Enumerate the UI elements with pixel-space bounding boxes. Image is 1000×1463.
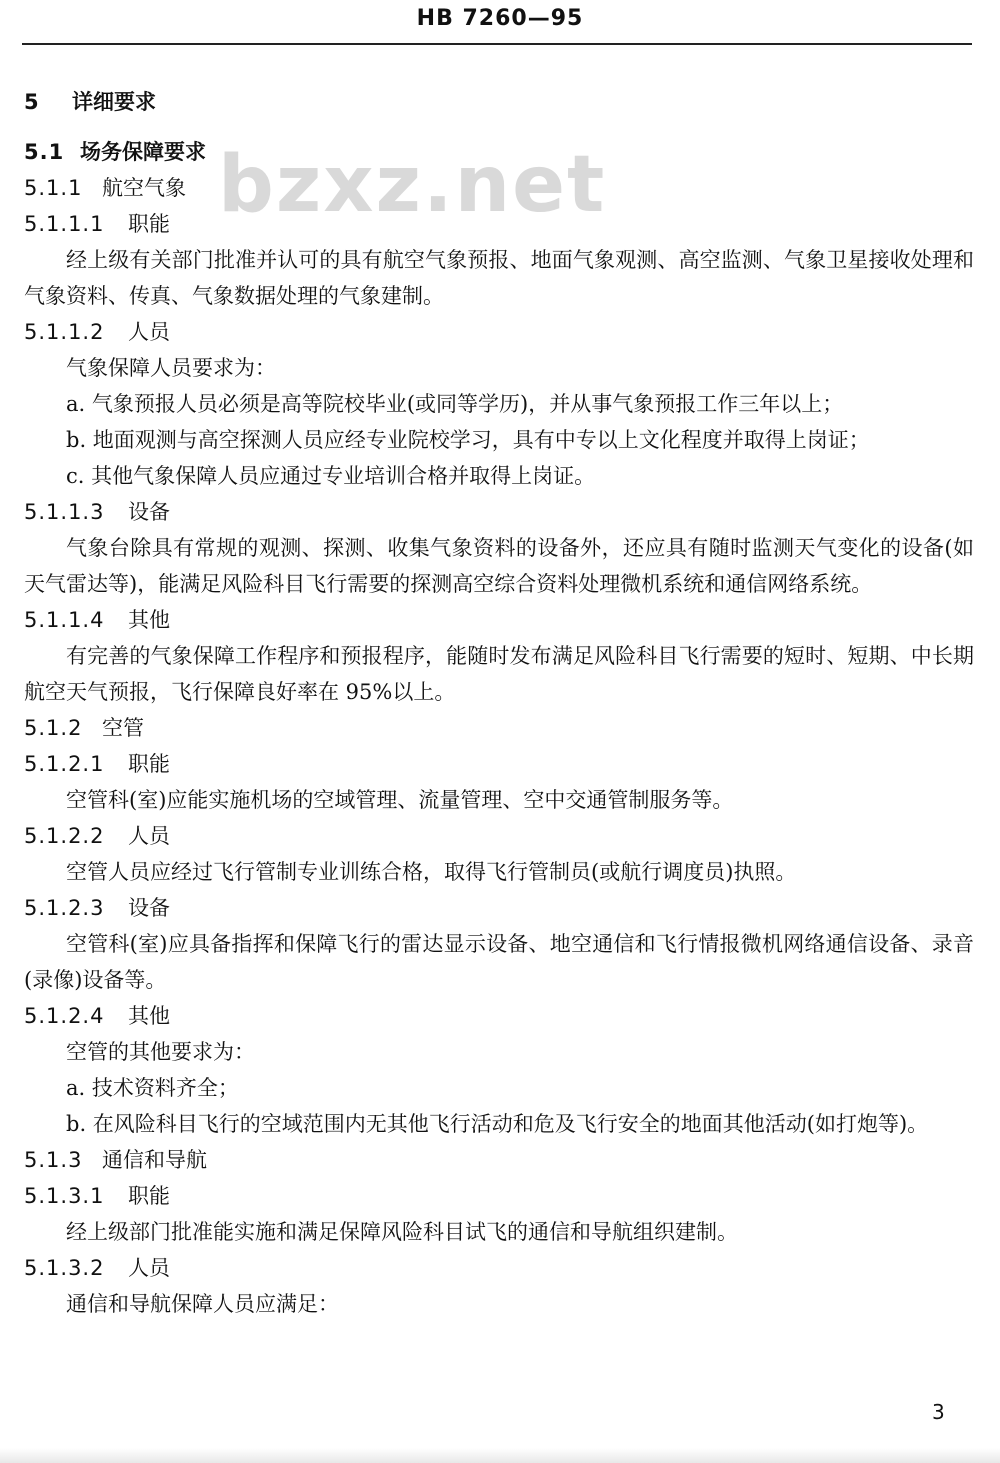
document-body <box>24 82 974 1322</box>
watermark: bzxz.net <box>218 140 607 230</box>
heading-5-1-2 <box>24 710 974 746</box>
page-bottom-edge <box>0 1448 1000 1463</box>
heading-number: 5.1.1.1 <box>24 212 105 236</box>
heading-5-1-1 <box>24 170 974 206</box>
header-rule <box>22 43 972 45</box>
heading-5-1-3-2 <box>24 1250 974 1286</box>
paragraph: 通信和导航保障人员应满足： <box>66 1292 339 1316</box>
heading-5-1 <box>24 134 974 170</box>
heading-title: 人员 <box>128 1256 170 1280</box>
heading-title: 职能 <box>128 1184 170 1208</box>
heading-number: 5.1.2.4 <box>24 1004 105 1028</box>
heading-number: 5.1.1.3 <box>24 500 105 524</box>
paragraph: 经上级有关部门批准并认可的具有航空气象预报、地面气象观测、高空监测、气象卫星接收处理和气象资料、传真、气象数据处理的气象建制。 <box>24 248 974 308</box>
section-number: 5 <box>24 90 40 114</box>
heading-5-1-1-4 <box>24 602 974 638</box>
heading-title: 其他 <box>128 608 170 632</box>
heading-number: 5.1 <box>24 140 65 164</box>
heading-title: 职能 <box>128 752 170 776</box>
paragraph: 空管科(室)应具备指挥和保障飞行的雷达显示设备、地空通信和飞行情报微机网络通信设备、录音(录像)设备等。 <box>24 932 974 992</box>
heading-5-1-2-3 <box>24 890 974 926</box>
list-item: c. 其他气象保障人员应通过专业培训合格并取得上岗证。 <box>66 464 596 488</box>
paragraph: 空管科(室)应能实施机场的空域管理、流量管理、空中交通管制服务等。 <box>66 788 734 812</box>
heading-title: 场务保障要求 <box>80 139 206 164</box>
heading-number: 5.1.2.3 <box>24 896 105 920</box>
list-item: b. 地面观测与高空探测人员应经专业院校学习，具有中专以上文化程度并取得上岗证； <box>66 428 870 452</box>
heading-5-1-1-2 <box>24 314 974 350</box>
heading-5-1-2-1 <box>24 746 974 782</box>
document-code-header: HB 7260—95 <box>416 6 584 31</box>
heading-number: 5.1.2 <box>24 716 83 740</box>
heading-5-1-2-2 <box>24 818 974 854</box>
heading-number: 5.1.2.2 <box>24 824 105 848</box>
heading-number: 5.1.3.1 <box>24 1184 105 1208</box>
heading-title: 设备 <box>128 500 170 524</box>
heading-title: 其他 <box>128 1004 170 1028</box>
paragraph: 经上级部门批准能实施和满足保障风险科目试飞的通信和导航组织建制。 <box>66 1220 738 1244</box>
paragraph: 气象台除具有常规的观测、探测、收集气象资料的设备外，还应具有随时监测天气变化的设备(如天气雷达等)，能满足风险科目飞行需要的探测高空综合资料处理微机系统和通信网络系统。 <box>24 536 974 596</box>
heading-number: 5.1.3 <box>24 1148 83 1172</box>
heading-5-1-3-1 <box>24 1178 974 1214</box>
heading-number: 5.1.2.1 <box>24 752 105 776</box>
heading-title: 空管 <box>102 716 144 740</box>
heading-title: 航空气象 <box>102 176 186 200</box>
heading-title: 通信和导航 <box>102 1148 207 1172</box>
heading-title: 设备 <box>128 896 170 920</box>
list-item: a. 技术资料齐全； <box>66 1076 239 1100</box>
paragraph: 气象保障人员要求为： <box>66 356 276 380</box>
heading-title: 人员 <box>128 824 170 848</box>
heading-number: 5.1.1 <box>24 176 83 200</box>
heading-title: 职能 <box>128 212 170 236</box>
page-number: 3 <box>932 1400 945 1424</box>
heading-5-1-3 <box>24 1142 974 1178</box>
heading-number: 5.1.1.2 <box>24 320 105 344</box>
section-title: 详细要求 <box>72 89 156 114</box>
heading-number: 5.1.3.2 <box>24 1256 105 1280</box>
heading-title: 人员 <box>128 320 170 344</box>
paragraph: 空管的其他要求为： <box>66 1040 255 1064</box>
list-item: b. 在风险科目飞行的空域范围内无其他飞行活动和危及飞行安全的地面其他活动(如打炮等)。 <box>66 1112 929 1136</box>
paragraph: 空管人员应经过飞行管制专业训练合格，取得飞行管制员(或航行调度员)执照。 <box>66 860 797 884</box>
heading-5-1-1-1 <box>24 206 974 242</box>
list-item: a. 气象预报人员必须是高等院校毕业(或同等学历)，并从事气象预报工作三年以上； <box>66 392 844 416</box>
paragraph: 有完善的气象保障工作程序和预报程序，能随时发布满足风险科目飞行需要的短时、短期、中长期航空天气预报，飞行保障良好率在 95%以上。 <box>24 644 974 704</box>
section-heading <box>24 86 974 116</box>
heading-number: 5.1.1.4 <box>24 608 105 632</box>
heading-5-1-2-4 <box>24 998 974 1034</box>
heading-5-1-1-3 <box>24 494 974 530</box>
